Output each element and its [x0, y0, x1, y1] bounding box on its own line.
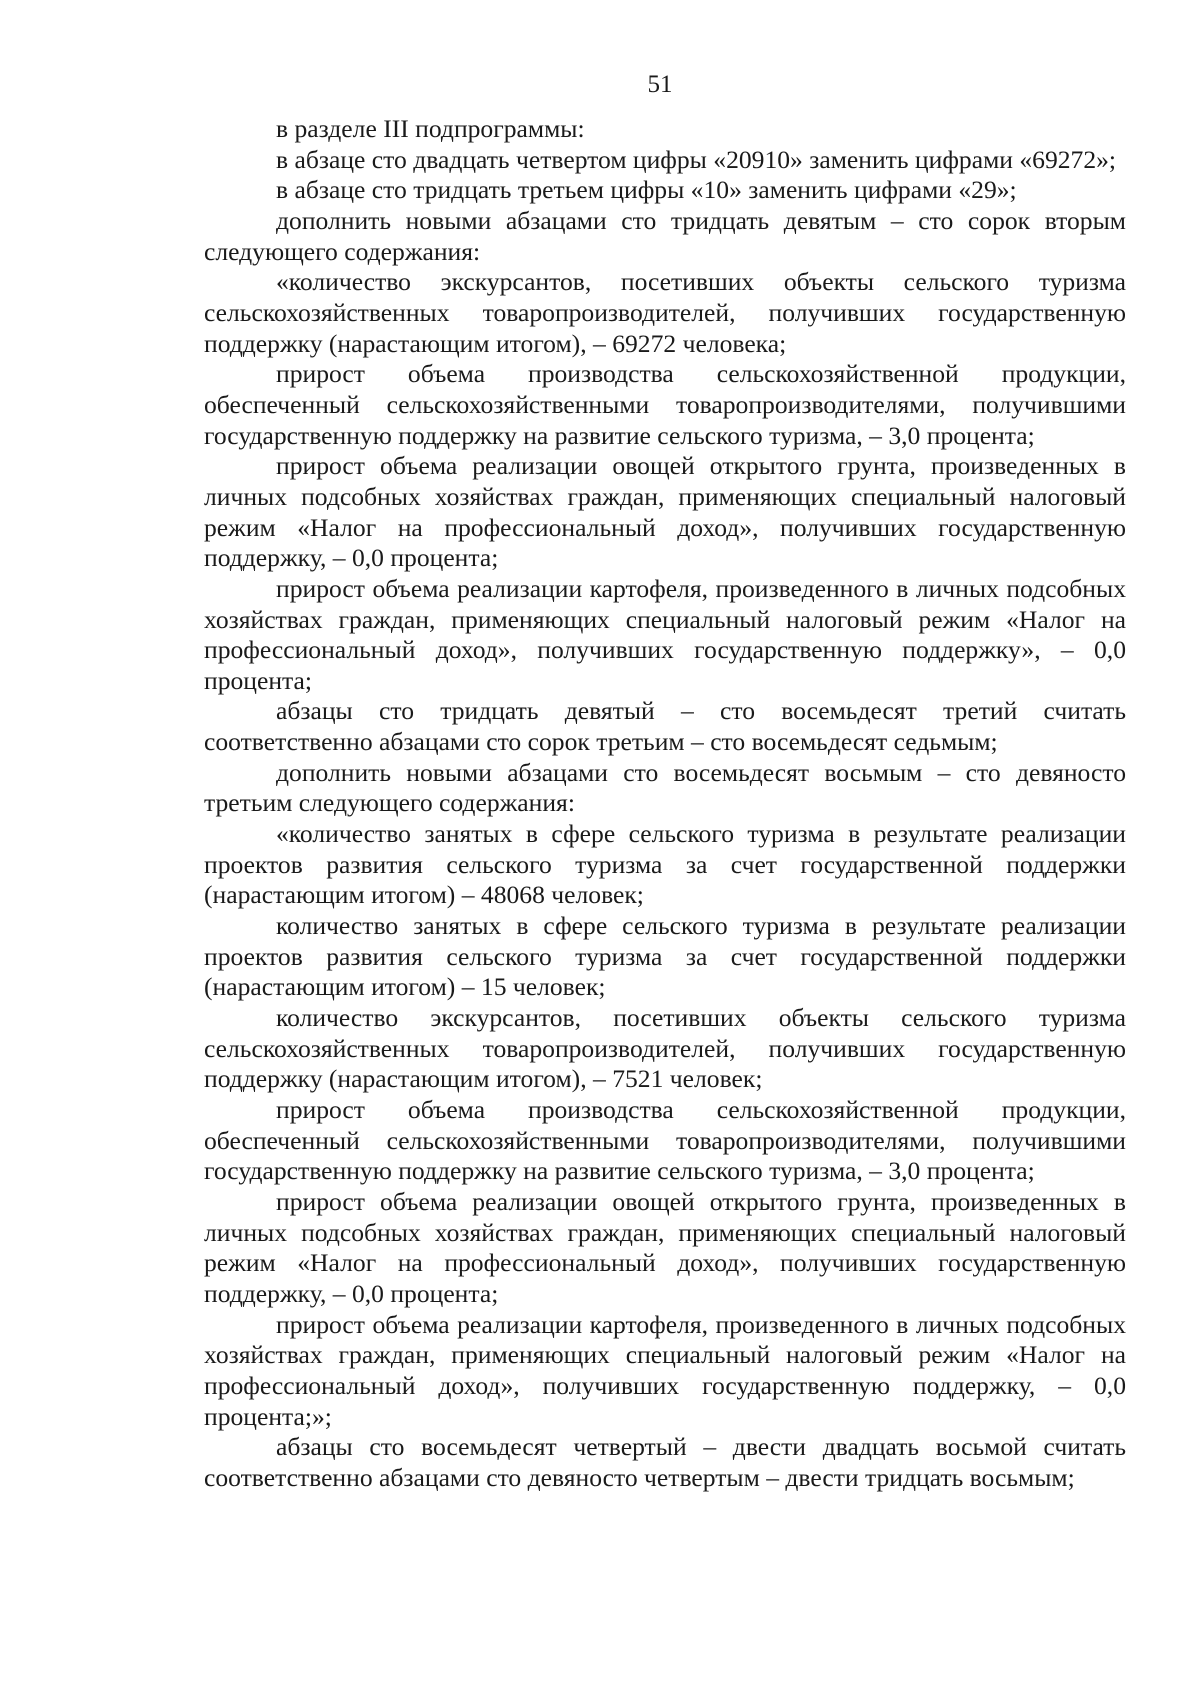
paragraph-production-growth-1: прирост объема производства сельскохозяйственной продукции, обеспеченный сельскохозяйственными товаропроизводителями, получившими государственную поддержку на развитие сельского туризма, – 3,0 процента; — [204, 359, 1126, 450]
paragraph-amend-124: в абзаце сто двадцать четвертом цифры «20910» заменить цифрами «69272»; — [276, 144, 1117, 174]
paragraph-vegetables-growth-1: прирост объема реализации овощей открытого грунта, произведенных в личных подсобных хозяйствах граждан, применяющих специальный налоговый режим «Налог на профессиональный доход», получивших государственную поддержку, – 0,0 процента; — [204, 451, 1126, 573]
paragraph-renumber-184-228: абзацы сто восемьдесят четвертый – двести двадцать восьмой считать соответственно абзацами сто девяносто четвертым – двести тридцать восьмым; — [204, 1432, 1126, 1492]
paragraph-excursionists-7521: количество экскурсантов, посетивших объекты сельского туризма сельскохозяйственных товаропроизводителей, получивших государственную поддержку (нарастающим итогом), – 7521 человек; — [204, 1003, 1126, 1094]
paragraph-renumber-139-183: абзацы сто тридцать девятый – сто восемьдесят третий считать соответственно абзацами сто сорок третьим – сто восемьдесят седьмым; — [204, 696, 1126, 757]
paragraph-potatoes-growth-1: прирост объема реализации картофеля, произведенного в личных подсобных хозяйствах граждан, применяющих специальный налоговый режим «Налог на профессиональный доход», получивших государственную поддержку», – 0,0 процента; — [204, 573, 1126, 695]
paragraph-production-growth-2: прирост объема производства сельскохозяйственной продукции, обеспеченный сельскохозяйственными товаропроизводителями, получившими государственную поддержку на развитие сельского туризма, – 3,0 процента; — [204, 1095, 1126, 1186]
paragraph-potatoes-growth-2: прирост объема реализации картофеля, произведенного в личных подсобных хозяйствах граждан, применяющих специальный налоговый режим «Налог на профессиональный доход», получивших государственную поддержку, – 0,0 процента;»; — [204, 1309, 1126, 1431]
document-body — [204, 114, 1126, 1494]
paragraph-add-139-142: дополнить новыми абзацами сто тридцать девятым – сто сорок вторым следующего содержания: — [204, 205, 1126, 266]
paragraph-vegetables-growth-2: прирост объема реализации овощей открытого грунта, произведенных в личных подсобных хозяйствах граждан, применяющих специальный налоговый режим «Налог на профессиональный доход», получивших государственную поддержку, – 0,0 процента; — [204, 1186, 1126, 1308]
paragraph-employed-48068: «количество занятых в сфере сельского туризма в результате реализации проектов развития сельского туризма за счет государственной поддержки (нарастающим итогом) – 48068 человек; — [204, 819, 1126, 910]
page-number: 51 — [647, 71, 673, 98]
paragraph-amend-133: в абзаце сто тридцать третьем цифры «10» заменить цифрами «29»; — [276, 175, 1017, 205]
paragraph-section-3-intro: в разделе III подпрограммы: — [276, 114, 585, 143]
paragraph-employed-15: количество занятых в сфере сельского туризма в результате реализации проектов развития сельского туризма за счет государственной поддержки (нарастающим итогом) – 15 человек; — [204, 911, 1126, 1002]
paragraph-add-188-193: дополнить новыми абзацами сто восемьдесят восьмым – сто девяносто третьим следующего содержания: — [204, 757, 1126, 818]
paragraph-excursionists-69272: «количество экскурсантов, посетивших объекты сельского туризма сельскохозяйственных товаропроизводителей, получивших государственную поддержку (нарастающим итогом), – 69272 человека; — [204, 267, 1126, 358]
